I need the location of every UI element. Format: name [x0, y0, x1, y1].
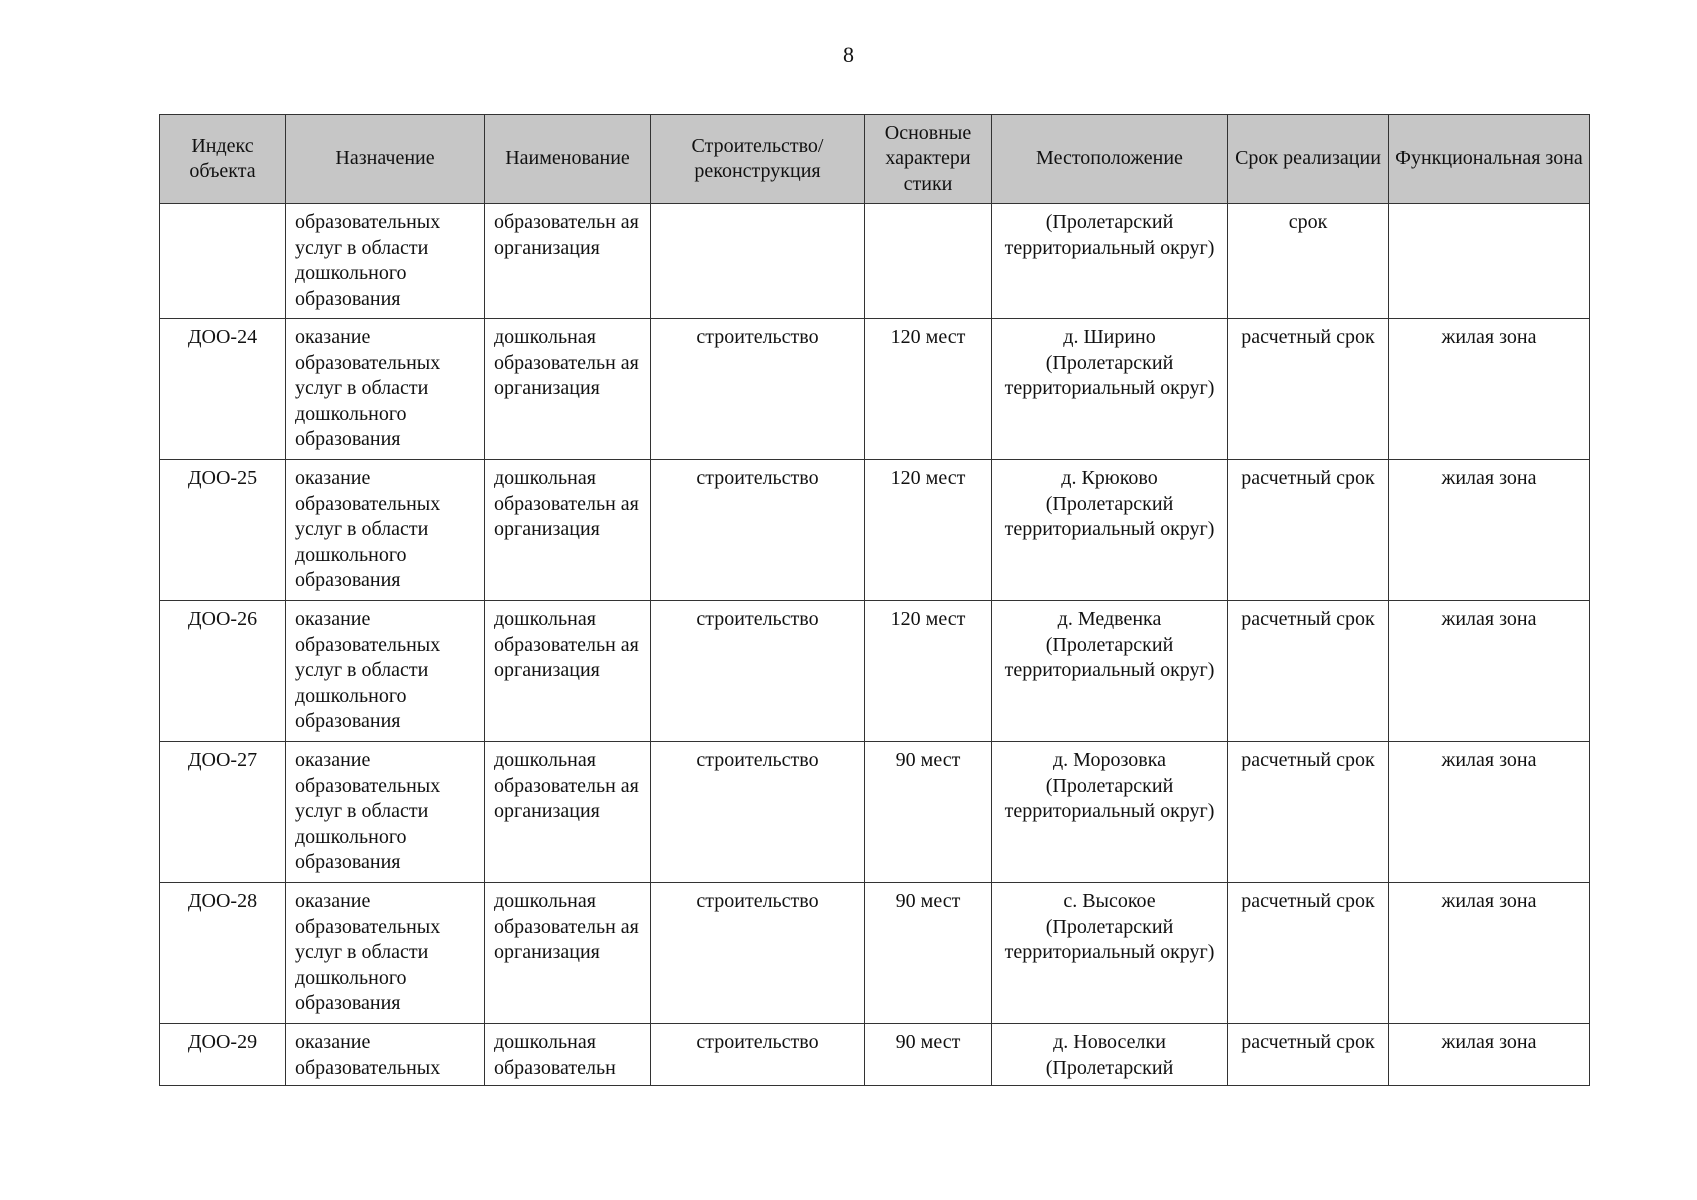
cell-location: д. Крюково (Пролетарский территориальный округ)	[992, 460, 1228, 601]
cell-zone: жилая зона	[1389, 742, 1590, 883]
page-number: 8	[843, 42, 854, 67]
cell-construction: строительство	[651, 460, 865, 601]
cell-characteristics	[865, 204, 992, 319]
cell-index: ДОО-29	[160, 1024, 286, 1086]
cell-term: расчетный срок	[1228, 1024, 1389, 1086]
cell-zone: жилая зона	[1389, 883, 1590, 1024]
cell-term: расчетный срок	[1228, 601, 1389, 742]
cell-construction: строительство	[651, 742, 865, 883]
header-zone: Функциональная зона	[1389, 115, 1590, 204]
cell-name: дошкольная образовательн	[485, 1024, 651, 1086]
cell-location: с. Высокое (Пролетарский территориальный округ)	[992, 883, 1228, 1024]
cell-location: д. Новоселки (Пролетарский	[992, 1024, 1228, 1086]
cell-name: дошкольная образовательн ая организация	[485, 601, 651, 742]
table-row	[160, 742, 1590, 883]
header-construction: Строительство/ реконструкция	[651, 115, 865, 204]
cell-term: срок	[1228, 204, 1389, 319]
cell-characteristics: 120 мест	[865, 601, 992, 742]
cell-term: расчетный срок	[1228, 883, 1389, 1024]
cell-purpose: оказание образовательных услуг в области дошкольного образования	[286, 601, 485, 742]
cell-zone: жилая зона	[1389, 1024, 1590, 1086]
objects-table	[159, 114, 1590, 1086]
table-header-row	[160, 115, 1590, 204]
cell-characteristics: 90 мест	[865, 742, 992, 883]
cell-purpose: образовательных услуг в области дошкольного образования	[286, 204, 485, 319]
cell-location: (Пролетарский территориальный округ)	[992, 204, 1228, 319]
cell-characteristics: 120 мест	[865, 460, 992, 601]
cell-location: д. Ширино (Пролетарский территориальный округ)	[992, 319, 1228, 460]
cell-term: расчетный срок	[1228, 742, 1389, 883]
table-row	[160, 460, 1590, 601]
cell-construction	[651, 204, 865, 319]
cell-name: дошкольная образовательн ая организация	[485, 319, 651, 460]
cell-index: ДОО-28	[160, 883, 286, 1024]
cell-index: ДОО-24	[160, 319, 286, 460]
cell-purpose: оказание образовательных услуг в области дошкольного образования	[286, 319, 485, 460]
cell-index: ДОО-26	[160, 601, 286, 742]
cell-location: д. Морозовка (Пролетарский территориальный округ)	[992, 742, 1228, 883]
cell-index: ДОО-25	[160, 460, 286, 601]
header-characteristics: Основные характери стики	[865, 115, 992, 204]
cell-term: расчетный срок	[1228, 460, 1389, 601]
cell-construction: строительство	[651, 1024, 865, 1086]
cell-characteristics: 90 мест	[865, 883, 992, 1024]
cell-name: дошкольная образовательн ая организация	[485, 742, 651, 883]
cell-zone: жилая зона	[1389, 601, 1590, 742]
cell-purpose: оказание образовательных услуг в области дошкольного образования	[286, 460, 485, 601]
table-row	[160, 883, 1590, 1024]
cell-construction: строительство	[651, 319, 865, 460]
table-row	[160, 601, 1590, 742]
cell-name: образовательн ая организация	[485, 204, 651, 319]
cell-characteristics: 120 мест	[865, 319, 992, 460]
cell-purpose: оказание образовательных	[286, 1024, 485, 1086]
table-row	[160, 319, 1590, 460]
table-row	[160, 1024, 1590, 1086]
cell-zone: жилая зона	[1389, 460, 1590, 601]
cell-zone	[1389, 204, 1590, 319]
header-term: Срок реализации	[1228, 115, 1389, 204]
cell-purpose: оказание образовательных услуг в области дошкольного образования	[286, 883, 485, 1024]
header-name: Наименование	[485, 115, 651, 204]
cell-zone: жилая зона	[1389, 319, 1590, 460]
cell-term: расчетный срок	[1228, 319, 1389, 460]
cell-index: ДОО-27	[160, 742, 286, 883]
cell-construction: строительство	[651, 601, 865, 742]
cell-name: дошкольная образовательн ая организация	[485, 883, 651, 1024]
table-row	[160, 204, 1590, 319]
cell-purpose: оказание образовательных услуг в области дошкольного образования	[286, 742, 485, 883]
cell-name: дошкольная образовательн ая организация	[485, 460, 651, 601]
cell-location: д. Медвенка (Пролетарский территориальный округ)	[992, 601, 1228, 742]
header-purpose: Назначение	[286, 115, 485, 204]
header-index: Индекс объекта	[160, 115, 286, 204]
cell-characteristics: 90 мест	[865, 1024, 992, 1086]
header-location: Местоположение	[992, 115, 1228, 204]
cell-index	[160, 204, 286, 319]
cell-construction: строительство	[651, 883, 865, 1024]
